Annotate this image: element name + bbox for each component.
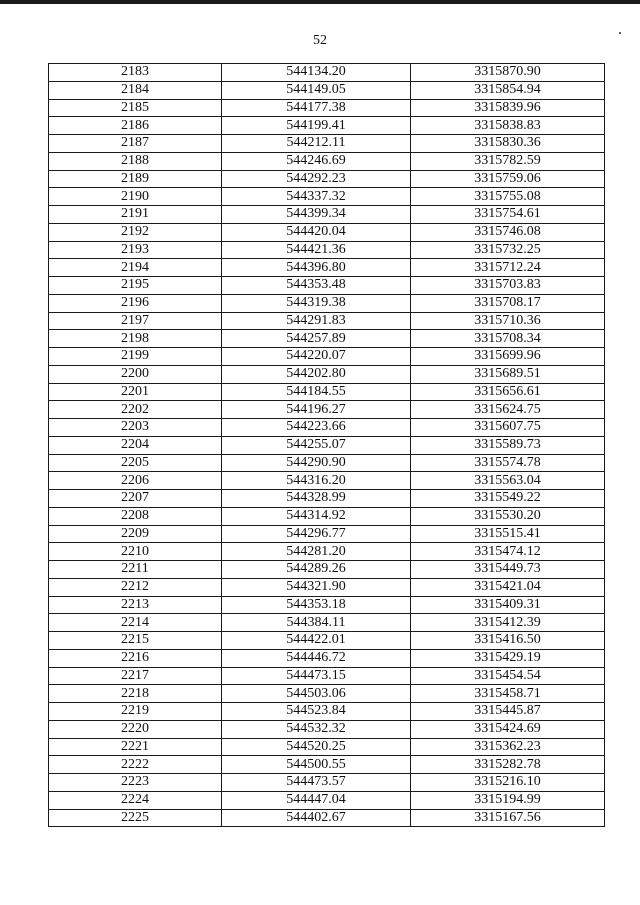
x-coordinate-cell: 544290.90 <box>222 454 411 472</box>
scan-edge <box>0 0 640 4</box>
y-coordinate-cell: 3315474.12 <box>411 543 605 561</box>
table-row <box>49 64 605 82</box>
table-row <box>49 596 605 614</box>
table-row <box>49 756 605 774</box>
table-row <box>49 401 605 419</box>
table-row <box>49 490 605 508</box>
x-coordinate-cell: 544177.38 <box>222 99 411 117</box>
table-row <box>49 578 605 596</box>
x-coordinate-cell: 544314.92 <box>222 507 411 525</box>
point-number-cell: 2191 <box>49 206 222 224</box>
y-coordinate-cell: 3315549.22 <box>411 490 605 508</box>
y-coordinate-cell: 3315754.61 <box>411 206 605 224</box>
y-coordinate-cell: 3315830.36 <box>411 135 605 153</box>
y-coordinate-cell: 3315458.71 <box>411 685 605 703</box>
x-coordinate-cell: 544473.57 <box>222 774 411 792</box>
y-coordinate-cell: 3315838.83 <box>411 117 605 135</box>
x-coordinate-cell: 544220.07 <box>222 348 411 366</box>
table-row <box>49 152 605 170</box>
scan-speck <box>619 32 621 34</box>
table-row <box>49 365 605 383</box>
y-coordinate-cell: 3315449.73 <box>411 561 605 579</box>
y-coordinate-cell: 3315445.87 <box>411 703 605 721</box>
table-row <box>49 525 605 543</box>
point-number-cell: 2219 <box>49 703 222 721</box>
y-coordinate-cell: 3315710.36 <box>411 312 605 330</box>
x-coordinate-cell: 544422.01 <box>222 632 411 650</box>
table-row <box>49 649 605 667</box>
table-row <box>49 454 605 472</box>
point-number-cell: 2196 <box>49 294 222 312</box>
point-number-cell: 2213 <box>49 596 222 614</box>
x-coordinate-cell: 544289.26 <box>222 561 411 579</box>
point-number-cell: 2194 <box>49 259 222 277</box>
point-number-cell: 2208 <box>49 507 222 525</box>
table-row <box>49 703 605 721</box>
point-number-cell: 2202 <box>49 401 222 419</box>
table-row <box>49 81 605 99</box>
x-coordinate-cell: 544246.69 <box>222 152 411 170</box>
x-coordinate-cell: 544134.20 <box>222 64 411 82</box>
y-coordinate-cell: 3315607.75 <box>411 419 605 437</box>
x-coordinate-cell: 544523.84 <box>222 703 411 721</box>
x-coordinate-cell: 544257.89 <box>222 330 411 348</box>
table-row <box>49 507 605 525</box>
point-number-cell: 2187 <box>49 135 222 153</box>
table-row <box>49 543 605 561</box>
x-coordinate-cell: 544292.23 <box>222 170 411 188</box>
coordinates-table <box>48 63 605 827</box>
x-coordinate-cell: 544421.36 <box>222 241 411 259</box>
x-coordinate-cell: 544503.06 <box>222 685 411 703</box>
x-coordinate-cell: 544316.20 <box>222 472 411 490</box>
y-coordinate-cell: 3315708.34 <box>411 330 605 348</box>
x-coordinate-cell: 544291.83 <box>222 312 411 330</box>
coordinates-table-body <box>49 64 605 827</box>
point-number-cell: 2195 <box>49 277 222 295</box>
x-coordinate-cell: 544353.18 <box>222 596 411 614</box>
x-coordinate-cell: 544402.67 <box>222 809 411 827</box>
table-row <box>49 419 605 437</box>
x-coordinate-cell: 544184.55 <box>222 383 411 401</box>
y-coordinate-cell: 3315412.39 <box>411 614 605 632</box>
table-row <box>49 348 605 366</box>
y-coordinate-cell: 3315759.06 <box>411 170 605 188</box>
table-row <box>49 632 605 650</box>
y-coordinate-cell: 3315755.08 <box>411 188 605 206</box>
point-number-cell: 2183 <box>49 64 222 82</box>
point-number-cell: 2186 <box>49 117 222 135</box>
table-row <box>49 738 605 756</box>
y-coordinate-cell: 3315854.94 <box>411 81 605 99</box>
point-number-cell: 2209 <box>49 525 222 543</box>
table-row <box>49 561 605 579</box>
x-coordinate-cell: 544255.07 <box>222 436 411 454</box>
table-row <box>49 294 605 312</box>
point-number-cell: 2218 <box>49 685 222 703</box>
y-coordinate-cell: 3315782.59 <box>411 152 605 170</box>
x-coordinate-cell: 544196.27 <box>222 401 411 419</box>
point-number-cell: 2223 <box>49 774 222 792</box>
point-number-cell: 2188 <box>49 152 222 170</box>
point-number-cell: 2192 <box>49 223 222 241</box>
y-coordinate-cell: 3315194.99 <box>411 791 605 809</box>
x-coordinate-cell: 544337.32 <box>222 188 411 206</box>
x-coordinate-cell: 544223.66 <box>222 419 411 437</box>
point-number-cell: 2184 <box>49 81 222 99</box>
x-coordinate-cell: 544321.90 <box>222 578 411 596</box>
y-coordinate-cell: 3315563.04 <box>411 472 605 490</box>
y-coordinate-cell: 3315712.24 <box>411 259 605 277</box>
y-coordinate-cell: 3315656.61 <box>411 383 605 401</box>
y-coordinate-cell: 3315530.20 <box>411 507 605 525</box>
point-number-cell: 2217 <box>49 667 222 685</box>
point-number-cell: 2220 <box>49 720 222 738</box>
x-coordinate-cell: 544202.80 <box>222 365 411 383</box>
table-row <box>49 436 605 454</box>
point-number-cell: 2222 <box>49 756 222 774</box>
point-number-cell: 2210 <box>49 543 222 561</box>
table-row <box>49 774 605 792</box>
point-number-cell: 2221 <box>49 738 222 756</box>
y-coordinate-cell: 3315515.41 <box>411 525 605 543</box>
y-coordinate-cell: 3315424.69 <box>411 720 605 738</box>
table-row <box>49 383 605 401</box>
y-coordinate-cell: 3315870.90 <box>411 64 605 82</box>
table-row <box>49 791 605 809</box>
point-number-cell: 2204 <box>49 436 222 454</box>
y-coordinate-cell: 3315746.08 <box>411 223 605 241</box>
table-row <box>49 117 605 135</box>
table-row <box>49 809 605 827</box>
x-coordinate-cell: 544447.04 <box>222 791 411 809</box>
point-number-cell: 2199 <box>49 348 222 366</box>
x-coordinate-cell: 544384.11 <box>222 614 411 632</box>
y-coordinate-cell: 3315282.78 <box>411 756 605 774</box>
point-number-cell: 2190 <box>49 188 222 206</box>
table-row <box>49 170 605 188</box>
y-coordinate-cell: 3315429.19 <box>411 649 605 667</box>
table-row <box>49 312 605 330</box>
table-row <box>49 188 605 206</box>
y-coordinate-cell: 3315421.04 <box>411 578 605 596</box>
y-coordinate-cell: 3315574.78 <box>411 454 605 472</box>
point-number-cell: 2197 <box>49 312 222 330</box>
y-coordinate-cell: 3315454.54 <box>411 667 605 685</box>
y-coordinate-cell: 3315167.56 <box>411 809 605 827</box>
y-coordinate-cell: 3315839.96 <box>411 99 605 117</box>
point-number-cell: 2215 <box>49 632 222 650</box>
point-number-cell: 2189 <box>49 170 222 188</box>
x-coordinate-cell: 544520.25 <box>222 738 411 756</box>
point-number-cell: 2185 <box>49 99 222 117</box>
x-coordinate-cell: 544319.38 <box>222 294 411 312</box>
x-coordinate-cell: 544446.72 <box>222 649 411 667</box>
y-coordinate-cell: 3315624.75 <box>411 401 605 419</box>
x-coordinate-cell: 544149.05 <box>222 81 411 99</box>
y-coordinate-cell: 3315362.23 <box>411 738 605 756</box>
table-row <box>49 277 605 295</box>
y-coordinate-cell: 3315708.17 <box>411 294 605 312</box>
x-coordinate-cell: 544420.04 <box>222 223 411 241</box>
point-number-cell: 2200 <box>49 365 222 383</box>
y-coordinate-cell: 3315689.51 <box>411 365 605 383</box>
point-number-cell: 2216 <box>49 649 222 667</box>
x-coordinate-cell: 544396.80 <box>222 259 411 277</box>
y-coordinate-cell: 3315589.73 <box>411 436 605 454</box>
table-row <box>49 223 605 241</box>
x-coordinate-cell: 544473.15 <box>222 667 411 685</box>
point-number-cell: 2193 <box>49 241 222 259</box>
table-row <box>49 206 605 224</box>
x-coordinate-cell: 544199.41 <box>222 117 411 135</box>
point-number-cell: 2201 <box>49 383 222 401</box>
point-number-cell: 2225 <box>49 809 222 827</box>
x-coordinate-cell: 544353.48 <box>222 277 411 295</box>
x-coordinate-cell: 544281.20 <box>222 543 411 561</box>
table-row <box>49 472 605 490</box>
x-coordinate-cell: 544328.99 <box>222 490 411 508</box>
table-row <box>49 720 605 738</box>
y-coordinate-cell: 3315409.31 <box>411 596 605 614</box>
x-coordinate-cell: 544296.77 <box>222 525 411 543</box>
point-number-cell: 2203 <box>49 419 222 437</box>
y-coordinate-cell: 3315216.10 <box>411 774 605 792</box>
point-number-cell: 2211 <box>49 561 222 579</box>
x-coordinate-cell: 544532.32 <box>222 720 411 738</box>
y-coordinate-cell: 3315732.25 <box>411 241 605 259</box>
y-coordinate-cell: 3315416.50 <box>411 632 605 650</box>
point-number-cell: 2198 <box>49 330 222 348</box>
x-coordinate-cell: 544500.55 <box>222 756 411 774</box>
table-row <box>49 667 605 685</box>
point-number-cell: 2207 <box>49 490 222 508</box>
point-number-cell: 2205 <box>49 454 222 472</box>
table-row <box>49 330 605 348</box>
point-number-cell: 2214 <box>49 614 222 632</box>
table-row <box>49 259 605 277</box>
x-coordinate-cell: 544212.11 <box>222 135 411 153</box>
point-number-cell: 2206 <box>49 472 222 490</box>
table-row <box>49 241 605 259</box>
point-number-cell: 2212 <box>49 578 222 596</box>
y-coordinate-cell: 3315699.96 <box>411 348 605 366</box>
y-coordinate-cell: 3315703.83 <box>411 277 605 295</box>
table-row <box>49 99 605 117</box>
table-row <box>49 685 605 703</box>
x-coordinate-cell: 544399.34 <box>222 206 411 224</box>
point-number-cell: 2224 <box>49 791 222 809</box>
table-row <box>49 614 605 632</box>
table-row <box>49 135 605 153</box>
page-number: 52 <box>313 33 327 48</box>
